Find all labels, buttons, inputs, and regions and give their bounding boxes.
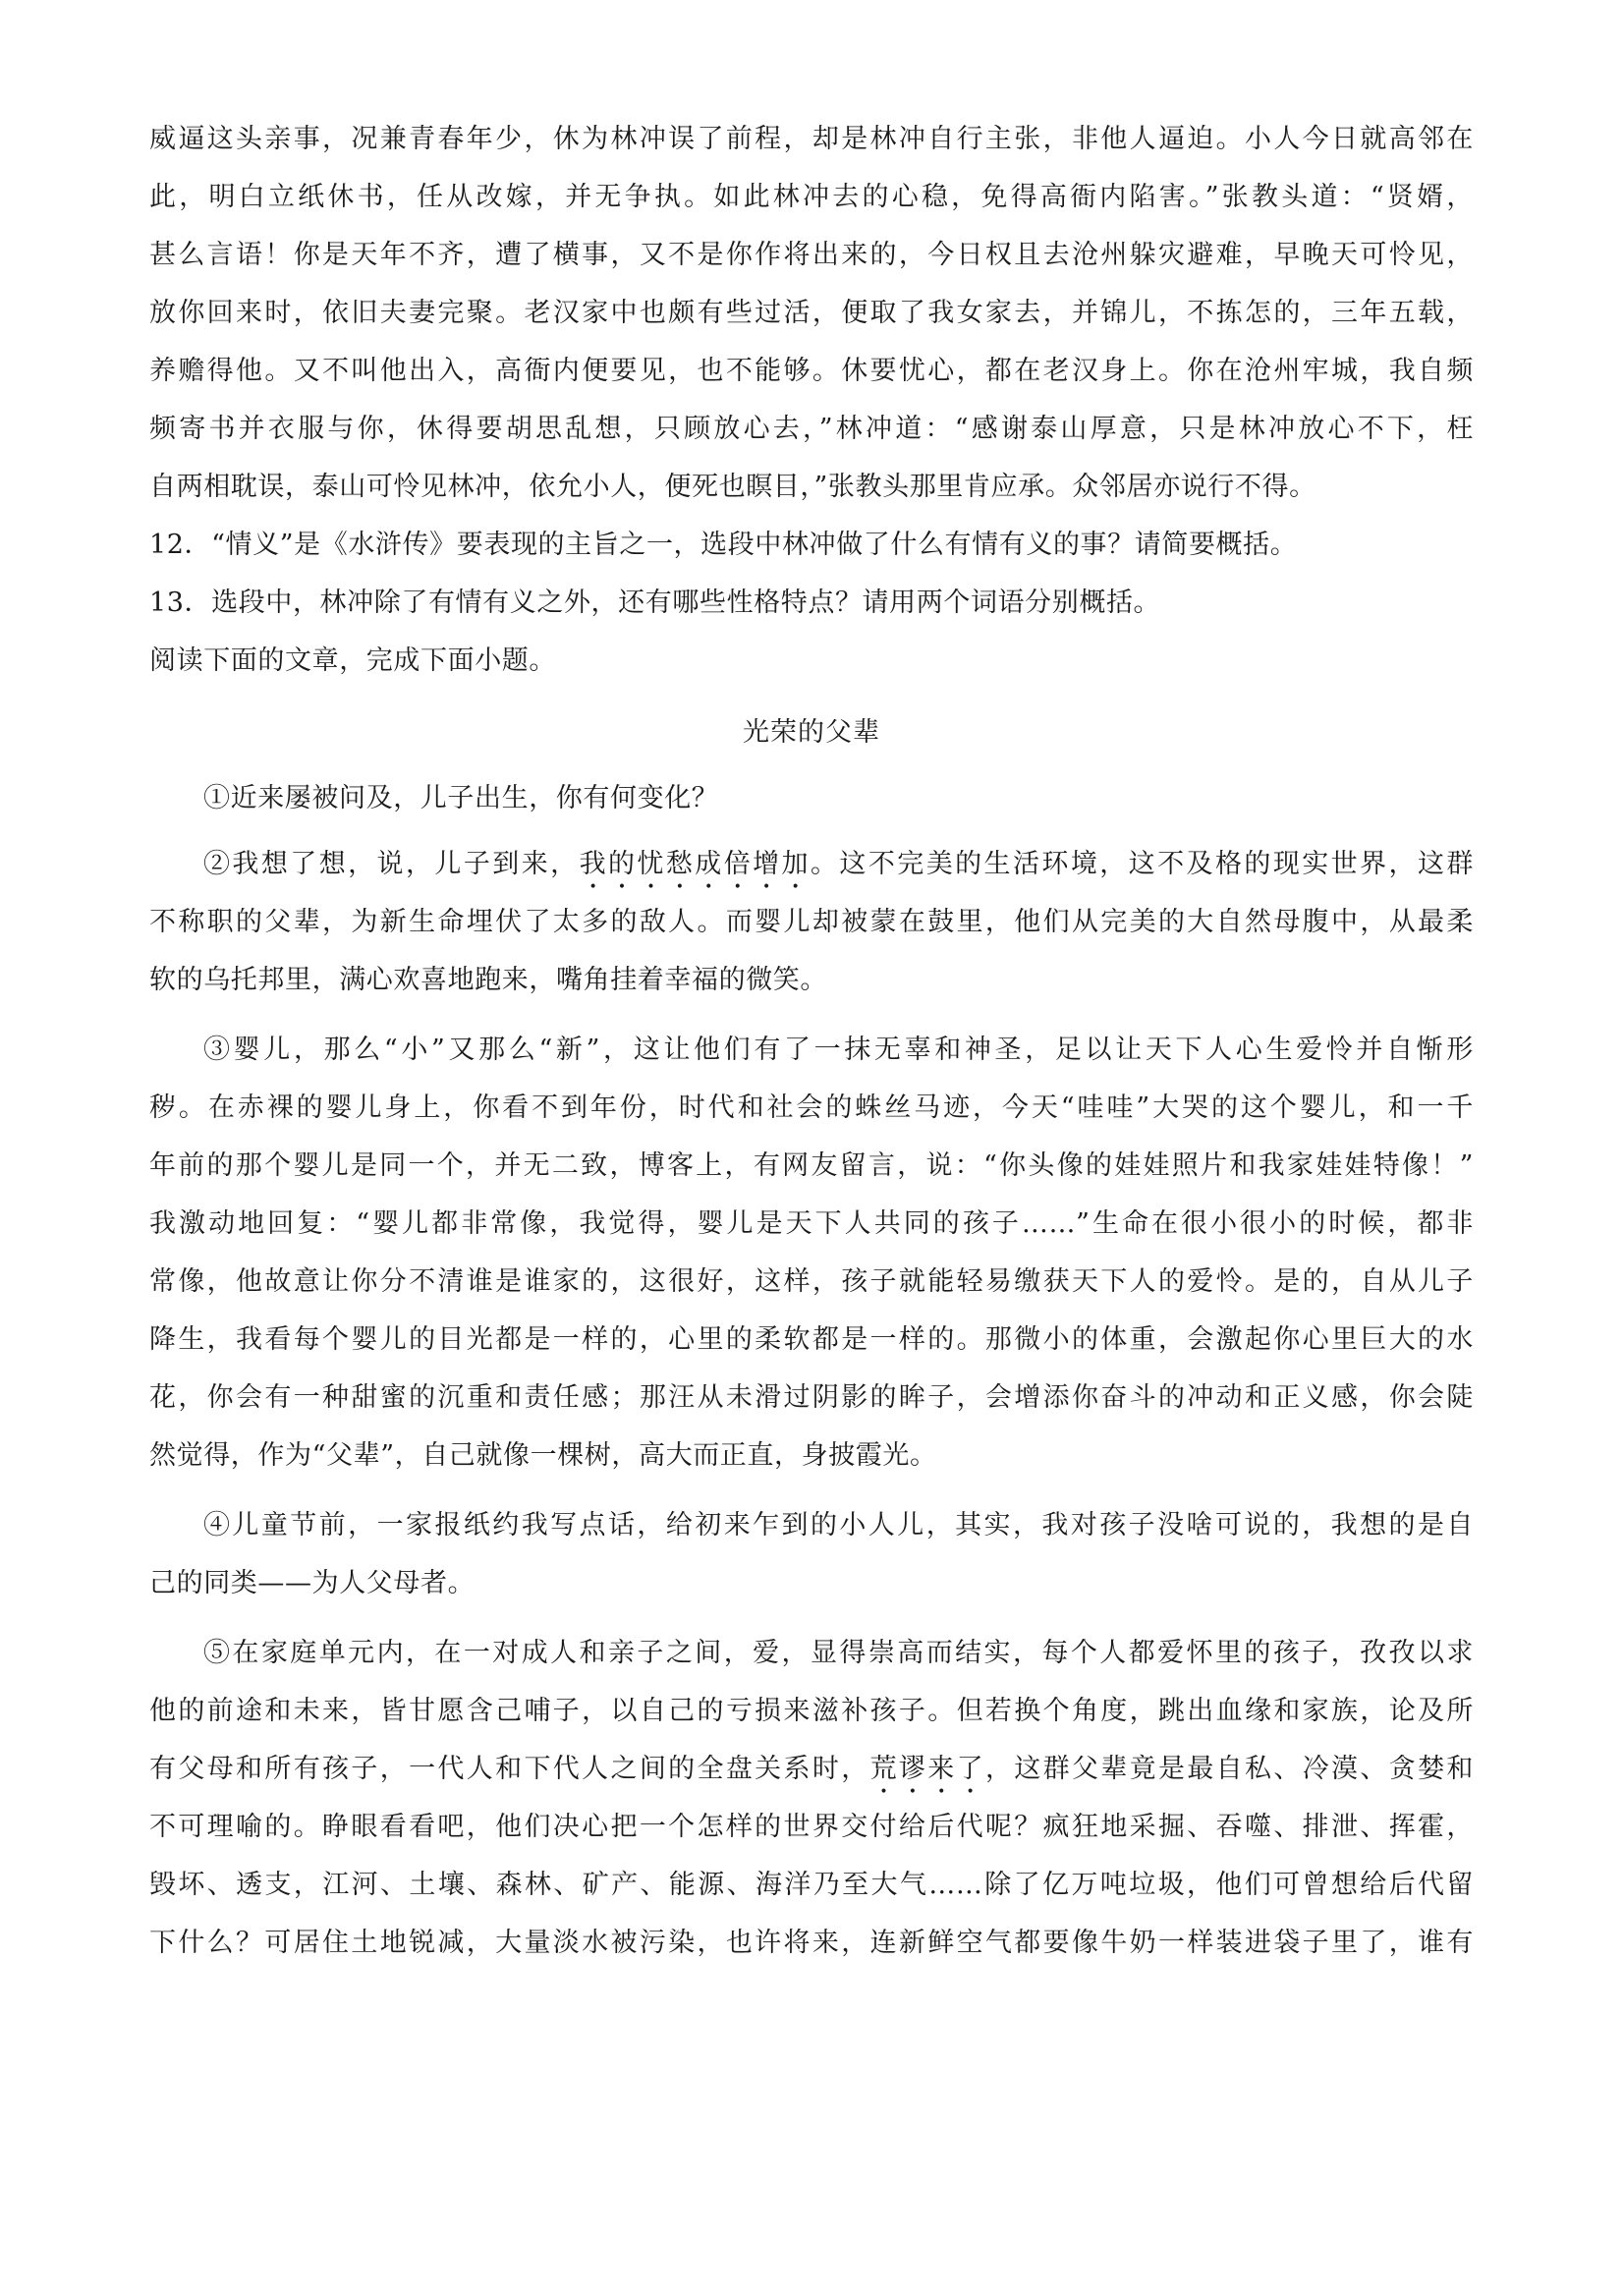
paragraph-line: 己的同类——为人父母者。 [149,1568,476,1598]
essay-title: 光荣的父辈 [743,717,880,748]
paragraph-line: 软的乌托邦里，满心欢喜地跑来，嘴角挂着幸福的微笑。 [149,965,827,995]
text-run: 。这不完美的生活环境，这不及格的现实世界，这群 [810,849,1474,879]
paragraph-line: 花，你会有一种甜蜜的沉重和责任感；那汪从未滑过阴影的眸子，会增添你奋斗的冲动和正义感，你会陡 [149,1382,1474,1413]
essay-paragraph-3 [149,1021,1474,1484]
paragraph-line [149,835,1474,893]
paragraph-line: 常像，他故意让你分不清谁是谁家的，这很好，这样，孩子就能轻易缴获天下人的爱怜。是的，自从儿子 [149,1266,1474,1297]
emphasized-phrase: 我的忧愁成倍增加 [579,849,811,879]
paragraph-line: ④儿童节前，一家报纸约我写点话，给初来乍到的小人儿，其实，我对孩子没啥可说的，我想的是自 [203,1510,1474,1540]
text-run: ，这群父辈竟是最自私、冷漠、贪婪和 [984,1754,1475,1784]
passage-line: 频寄书并衣服与你，休得要胡思乱想，只顾放心去，”林冲道：“感谢泰山厚意，只是林冲放心不下，枉 [149,414,1474,444]
document-page [149,110,1474,1972]
text-run: ②我想了想，说，儿子到来， [203,849,580,879]
passage-line: 此，明白立纸休书，任从改嫁，并无争执。如此林冲去的心稳，免得高衙内陷害。”张教头道：“贤婿， [149,182,1474,212]
paragraph-line: 不称职的父辈，为新生命埋伏了太多的敌人。而婴儿却被蒙在鼓里，他们从完美的大自然母腹中，从最柔 [149,907,1474,937]
paragraph-line: 年前的那个婴儿是同一个，并无二致，博客上，有网友留言，说：“你头像的娃娃照片和我家娃娃特像！” [149,1150,1474,1181]
paragraph-line: 降生，我看每个婴儿的目光都是一样的，心里的柔软都是一样的。那微小的体重，会激起你心里巨大的水 [149,1324,1474,1355]
passage-excerpt [149,110,1474,516]
emphasized-phrase: 荒谬来了 [869,1754,985,1784]
paragraph-line: 下什么？可居住土地锐减，大量淡水被污染，也许将来，连新鲜空气都要像牛奶一样装进袋子里了，谁有 [149,1928,1474,1958]
essay-paragraph-4 [149,1496,1474,1612]
question-12: 12．“情义”是《水浒传》要表现的主旨之一，选段中林冲做了什么有情有义的事？请简要概括。 [149,530,1298,560]
reading-instruction: 阅读下面的文章，完成下面小题。 [149,645,556,676]
paragraph-line [149,1740,1474,1798]
question-13: 13．选段中，林冲除了有情有义之外，还有哪些性格特点？请用两个词语分别概括。 [149,588,1161,618]
text-run: 有父母和所有孩子，一代人和下代人之间的全盘关系时， [149,1754,870,1784]
paragraph-line: ⑤在家庭单元内，在一对成人和亲子之间，爱，显得崇高而结实，每个人都爱怀里的孩子，孜孜以求 [203,1638,1474,1668]
paragraph-line: 他的前途和未来，皆甘愿含己哺子，以自己的亏损来滋补孩子。但若换个角度，跳出血缘和家族，论及所 [149,1696,1474,1726]
paragraph-line: 我激动地回复：“婴儿都非常像，我觉得，婴儿是天下人共同的孩子……”生命在很小很小的时候，都非 [149,1208,1474,1239]
passage-line: 放你回来时，依旧夫妻完聚。老汉家中也颇有些过活，便取了我女家去，并锦儿，不拣怎的，三年五载， [149,298,1474,328]
essay-paragraph-5 [149,1624,1474,1972]
paragraph-line: ③婴儿，那么“小”又那么“新”，这让他们有了一抹无辜和神圣，足以让天下人心生爱怜并自惭形 [203,1035,1474,1065]
paragraph-line: 不可理喻的。睁眼看看吧，他们决心把一个怎样的世界交付给后代呢？疯狂地采掘、吞噬、排泄、挥霍， [149,1812,1474,1842]
paragraph-line: 然觉得，作为“父辈”，自己就像一棵树，高大而正直，身披霞光。 [149,1440,937,1471]
passage-line: 自两相耽误，泰山可怜见林冲，依允小人，便死也瞑目，”张教头那里肯应承。众邻居亦说行不得。 [149,472,1316,502]
paragraph-line: 秽。在赤裸的婴儿身上，你看不到年份，时代和社会的蛛丝马迹，今天“哇哇”大哭的这个婴儿，和一千 [149,1092,1474,1123]
passage-line: 甚么言语！你是天年不齐，遭了横事，又不是你作将出来的，今日权且去沧州躲灾避难，早晚天可怜见， [149,240,1474,270]
passage-line: 威逼这头亲事，况兼青春年少，休为林冲误了前程，却是林冲自行主张，非他人逼迫。小人今日就高邻在 [149,124,1474,154]
essay-paragraph-1: ①近来屡被问及，儿子出生，你有何变化？ [203,783,719,813]
passage-line: 养赡得他。又不叫他出入，高衙内便要见，也不能够。休要忧心，都在老汉身上。你在沧州牢城，我自频 [149,356,1474,386]
essay-paragraph-2 [149,835,1474,1009]
paragraph-line: 毁坏、透支，江河、土壤、森林、矿产、能源、海洋乃至大气……除了亿万吨垃圾，他们可曾想给后代留 [149,1870,1474,1900]
